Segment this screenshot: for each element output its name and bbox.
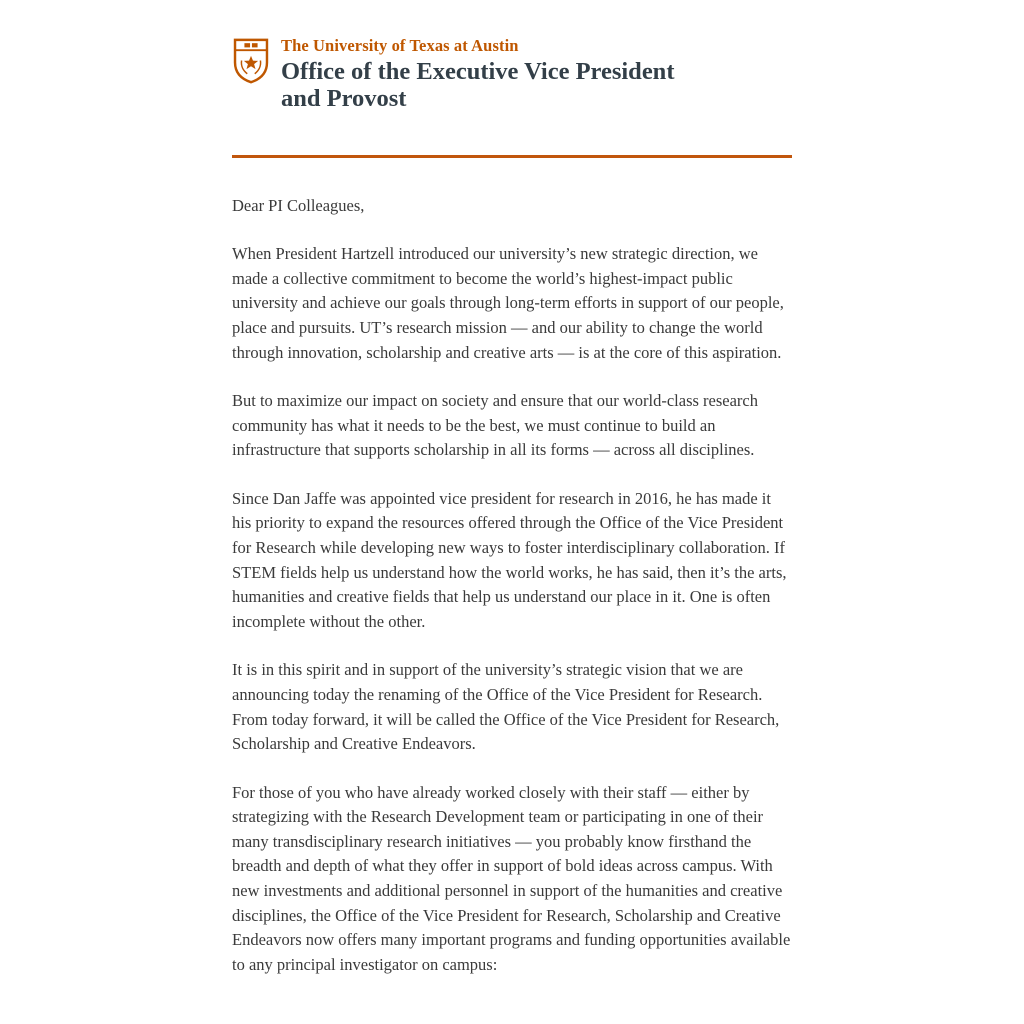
letterhead-text	[281, 36, 701, 113]
letter-paragraph: It is in this spirit and in support of the university’s strategic vision that we are announcing today the renaming of the Office of the Vice President for Research. From today forward, it will be called the Office of the Vice President for Research, Scholarship and Creative Endeavors.	[232, 660, 780, 754]
letter-paragraph: But to maximize our impact on society and ensure that our world-class research community has what it needs to be the best, we must continue to build an infrastructure that supports scholarship in all its forms — across all disciplines.	[232, 391, 759, 460]
letter-body	[232, 194, 792, 980]
orange-divider	[232, 155, 792, 158]
letter-paragraph: Since Dan Jaffe was appointed vice president for research in 2016, he has made it his priority to expand the resources offered through the Office of the Vice President for Research while developing new ways to foster interdisciplinary collaboration. If STEM fields help us understand how the world works, he has said, then it’s the arts, humanities and creative fields that help us understand our place in it. One is often incomplete without the other.	[232, 488, 787, 631]
letter-paragraph: For those of you who have already worked closely with their staff — either by strategizing with the Research Development team or participating in one of their many transdisciplinary research initiatives — you probably know firsthand the breadth and depth of what they offer in support of bold ideas across campus. With new investments and additional personnel in support of the humanities and creative disciplines, the Office of the Vice President for Research, Scholarship and Creative Endeavors now offers many important programs and funding opportunities available to any principal investigator on campus:	[232, 782, 791, 974]
content-column	[232, 0, 792, 979]
university-name: The University of Texas at Austin	[281, 36, 519, 55]
letter-salutation: Dear PI Colleagues,	[232, 195, 365, 215]
letterhead	[232, 36, 792, 113]
ut-shield-logo-icon	[232, 38, 270, 90]
office-title: Office of the Executive Vice President and Provost	[281, 57, 675, 112]
letter-paragraph: When President Hartzell introduced our university’s new strategic direction, we made a collective commitment to become the world’s highest-impact public university and achieve our goals through long-term efforts in support of our people, place and pursuits. UT’s research mission — and our ability to change the world through innovation, scholarship and creative arts — is at the core of this aspiration.	[232, 244, 784, 362]
